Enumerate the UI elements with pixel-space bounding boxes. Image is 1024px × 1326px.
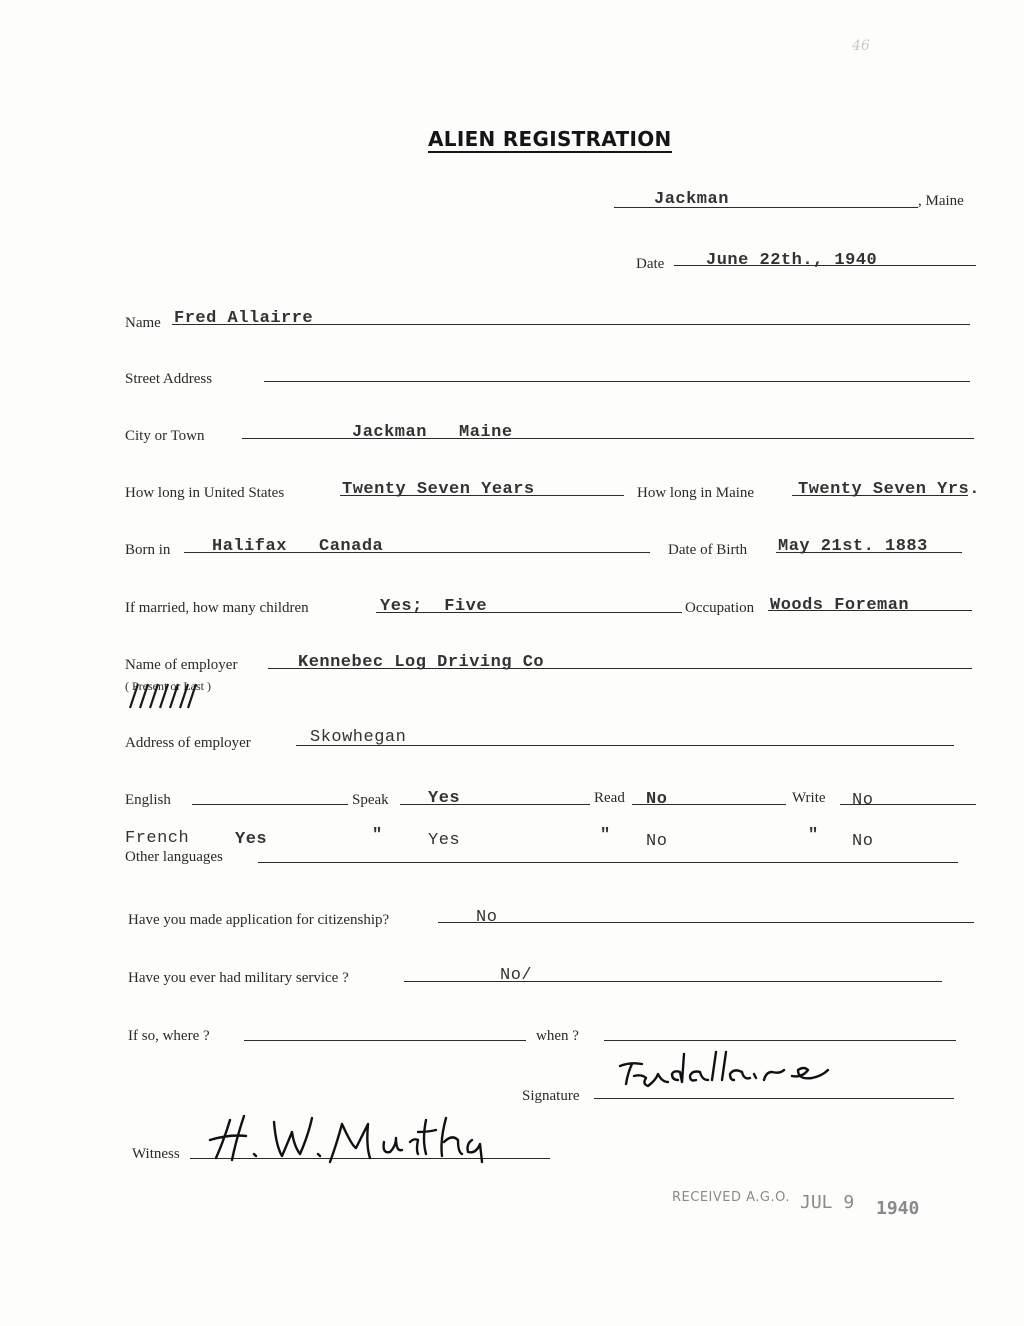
french-speak-value[interactable]: Yes: [428, 831, 461, 850]
street-line: [264, 381, 970, 382]
us-duration-label: How long in United States: [125, 485, 285, 501]
married-label: If married, how many children: [125, 600, 309, 616]
french-write-value[interactable]: No: [852, 832, 874, 851]
citizenship-value[interactable]: No: [476, 908, 498, 927]
military-line: [404, 981, 942, 982]
town-value[interactable]: Jackman: [654, 190, 729, 209]
occupation-label: Occupation: [685, 600, 755, 616]
write-label: Write: [792, 790, 826, 806]
us-duration-value[interactable]: Twenty Seven Years: [342, 480, 535, 499]
military-label: Have you ever had military service ?: [128, 970, 349, 986]
when-label: when ?: [536, 1028, 579, 1044]
where-label: If so, where ?: [128, 1028, 210, 1044]
employer-address-value[interactable]: Skowhegan: [310, 728, 407, 747]
when-line: [604, 1040, 956, 1041]
city-label: City or Town: [125, 428, 205, 444]
employer-value[interactable]: Kennebec Log Driving Co: [298, 653, 545, 672]
employer-sublabel: ( Present or Last ): [125, 679, 211, 693]
english-speak-value[interactable]: Yes: [428, 789, 461, 808]
name-value[interactable]: Fred Allairre: [174, 309, 314, 328]
married-value[interactable]: Yes; Five: [380, 597, 488, 616]
english-read-value[interactable]: No: [646, 790, 668, 809]
ditto-read: ": [600, 826, 611, 845]
date-value[interactable]: June 22th., 1940: [706, 251, 878, 270]
date-label: Date: [636, 256, 665, 272]
english-write-value[interactable]: No: [852, 791, 874, 810]
other-languages-line: [258, 862, 958, 863]
dob-value[interactable]: May 21st. 1883: [778, 537, 928, 556]
witness-handwriting: [196, 1106, 516, 1168]
born-label: Born in: [125, 542, 171, 558]
other-languages-label: Other languages: [125, 849, 223, 865]
french-value[interactable]: Yes: [235, 830, 268, 849]
dob-label: Date of Birth: [668, 542, 748, 558]
maine-duration-label: How long in Maine: [637, 485, 755, 501]
ditto-write: ": [808, 826, 819, 845]
maine-duration-value[interactable]: Twenty Seven Yrs.: [798, 480, 980, 499]
english-line: [192, 804, 348, 805]
citizenship-label: Have you made application for citizenship?: [128, 912, 390, 928]
french-label: French: [125, 829, 190, 848]
born-value[interactable]: Halifax Canada: [212, 537, 384, 556]
received-stamp-date: JUL 9: [800, 1192, 855, 1213]
strike-mark: [126, 680, 206, 712]
employer-label: Name of employer: [125, 657, 238, 673]
speak-label: Speak: [352, 792, 389, 808]
french-read-value[interactable]: No: [646, 832, 668, 851]
received-stamp-year: 1940: [876, 1198, 920, 1219]
city-value[interactable]: Jackman Maine: [352, 423, 513, 442]
corner-mark: 46: [852, 38, 870, 54]
town-suffix: , Maine: [918, 193, 964, 209]
military-value[interactable]: No/: [500, 966, 533, 985]
employer-address-label: Address of employer: [125, 735, 251, 751]
ditto-speak: ": [372, 826, 383, 845]
received-stamp-text: RECEIVED A.G.O.: [672, 1190, 790, 1205]
form-title: ALIEN REGISTRATION: [428, 127, 672, 151]
signature-handwriting: [612, 1044, 942, 1100]
signature-label: Signature: [522, 1088, 580, 1104]
witness-label: Witness: [132, 1146, 180, 1162]
read-label: Read: [594, 790, 625, 806]
citizenship-line: [438, 922, 974, 923]
name-label: Name: [125, 315, 161, 331]
where-line: [244, 1040, 526, 1041]
english-label: English: [125, 792, 171, 808]
occupation-value[interactable]: Woods Foreman: [770, 596, 910, 615]
street-label: Street Address: [125, 371, 213, 387]
